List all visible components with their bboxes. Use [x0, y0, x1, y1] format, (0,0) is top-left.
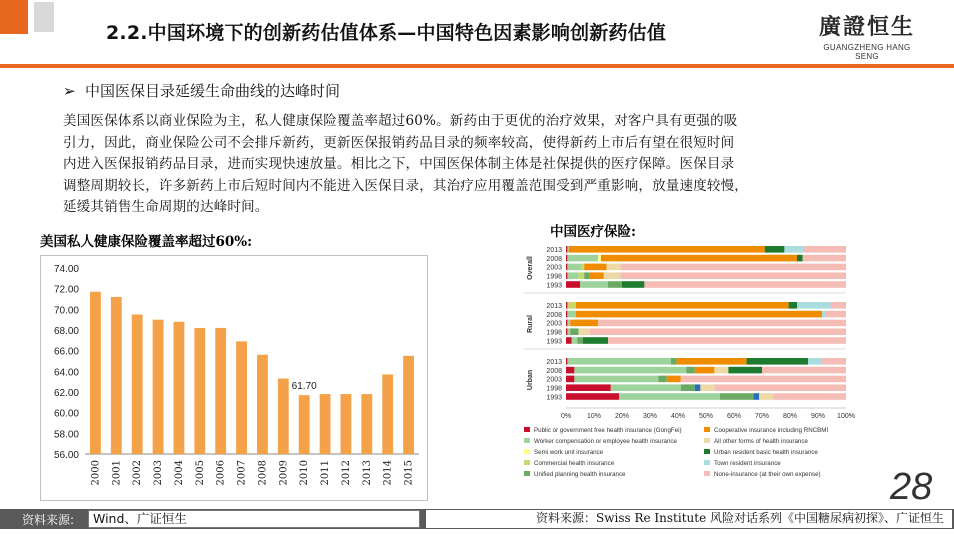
- stack-segment: [754, 393, 760, 400]
- bar-2011: [320, 394, 331, 454]
- x-tick-label: 2011: [320, 460, 332, 486]
- group-label: Rural: [527, 315, 534, 333]
- logo-en: GUANGZHENG HANG SENG: [823, 43, 911, 61]
- stack-segment: [567, 264, 581, 271]
- stack-segment: [576, 311, 822, 318]
- page-title: 2.2.中国环境下的创新药估值体系—中国特色因素影响创新药估值: [106, 22, 667, 44]
- row-year-label: 1998: [546, 329, 562, 337]
- stack-segment: [584, 272, 590, 279]
- y-tick-label: 70.00: [53, 305, 79, 317]
- x-tick-label: 40%: [670, 413, 686, 420]
- x-tick-label: 2000: [90, 460, 102, 486]
- bullet-text: 中国医保目录延缓生命曲线的达峰时间: [85, 82, 341, 100]
- x-tick-label: 2008: [257, 460, 269, 486]
- row-year-label: 2003: [546, 376, 562, 384]
- page-number: 28: [890, 466, 933, 508]
- stack-segment: [566, 264, 567, 271]
- x-tick-label: 2015: [403, 460, 415, 486]
- china-insurance-chart: [516, 240, 855, 497]
- stack-segment: [784, 246, 804, 253]
- logo-cn: 廣證恒生: [818, 14, 915, 40]
- x-tick-label: 2004: [173, 460, 185, 486]
- y-tick-label: 74.00: [53, 264, 79, 275]
- row-year-label: 2008: [546, 367, 562, 375]
- group-label: Overall: [527, 256, 534, 280]
- stack-segment: [567, 358, 671, 365]
- stack-segment: [671, 358, 677, 365]
- stack-segment: [621, 272, 846, 279]
- stack-segment: [621, 264, 846, 271]
- legend-label: Public or government free health insurance (GongFei): [534, 427, 682, 434]
- stack-segment: [566, 281, 580, 288]
- legend-label: None-insurance (at their own expense): [714, 471, 821, 478]
- stack-segment: [681, 384, 695, 391]
- legend-swatch: [704, 427, 710, 432]
- row-year-label: 1993: [546, 338, 562, 346]
- stack-segment: [566, 328, 567, 335]
- stack-segment: [695, 367, 715, 374]
- stack-segment: [576, 302, 789, 309]
- stack-segment: [700, 384, 714, 391]
- stack-segment: [822, 358, 846, 365]
- stack-segment: [601, 255, 797, 262]
- x-tick-label: 2001: [111, 460, 123, 486]
- stack-segment: [759, 393, 773, 400]
- stack-segment: [567, 311, 575, 318]
- row-year-label: 1993: [546, 394, 562, 402]
- x-tick-label: 2010: [299, 460, 311, 486]
- china-insurance-chart-svg: [516, 240, 855, 497]
- legend-label: Commercial health insurance: [534, 460, 615, 467]
- legend-swatch: [704, 438, 710, 443]
- legend-swatch: [524, 427, 530, 432]
- coverage-bar-chart-svg: [41, 256, 427, 500]
- bar-2007: [236, 341, 247, 454]
- left-chart-title: 美国私人健康保险覆盖率超过60%:: [40, 234, 253, 250]
- paragraph-line: 引力，因此，商业保险公司不会排斥新药，更新医保报销药品目录的频率较高，使得新药上市后有望在很短时间: [63, 134, 735, 151]
- y-tick-label: 60.00: [53, 408, 79, 420]
- legend-label: Semi work unit insurance: [534, 449, 604, 456]
- row-year-label: 2003: [546, 264, 562, 272]
- x-tick-label: 2007: [236, 460, 248, 486]
- stack-segment: [765, 246, 785, 253]
- stack-segment: [570, 320, 598, 327]
- stack-segment: [566, 376, 574, 383]
- paragraph-line: 内进入医保报销药品目录，进而实现快速放量。相比之下，中国医保体制主体是社保提供的医疗保障。医保目录: [63, 156, 735, 173]
- y-tick-label: 58.00: [53, 429, 79, 441]
- stack-segment: [566, 302, 567, 309]
- stack-segment: [567, 302, 575, 309]
- bar-2002: [132, 315, 143, 455]
- y-tick-label: 56.00: [53, 450, 79, 461]
- legend-label: Cooperative insurance including RNCBMI: [714, 427, 829, 434]
- stack-segment: [590, 272, 604, 279]
- title-divider: [0, 64, 954, 68]
- stack-segment: [566, 384, 611, 391]
- row-year-label: 2003: [546, 320, 562, 328]
- legend-swatch: [524, 438, 530, 443]
- x-tick-label: 2014: [382, 460, 394, 486]
- bar-2006: [215, 328, 226, 454]
- stack-segment: [714, 367, 728, 374]
- stack-segment: [611, 384, 681, 391]
- accent-block: [0, 0, 28, 34]
- legend-swatch: [524, 460, 530, 465]
- stack-segment: [604, 272, 621, 279]
- stack-segment: [566, 358, 567, 365]
- bar-2005: [194, 328, 205, 454]
- stack-segment: [681, 376, 846, 383]
- stack-segment: [566, 367, 574, 374]
- bar-2014: [382, 374, 393, 454]
- stack-segment: [808, 358, 822, 365]
- stack-segment: [598, 255, 601, 262]
- x-tick-label: 2006: [215, 460, 227, 486]
- stack-segment: [590, 328, 846, 335]
- stack-segment: [566, 255, 567, 262]
- arrow-icon: ➢: [63, 82, 76, 100]
- stack-segment: [825, 311, 846, 318]
- bar-2013: [361, 394, 372, 454]
- stack-segment: [572, 337, 578, 344]
- stack-segment: [566, 272, 567, 279]
- group-label: Urban: [527, 369, 534, 391]
- stack-segment: [580, 281, 608, 288]
- y-tick-label: 66.00: [53, 346, 79, 358]
- paragraph-line: 调整周期较长，许多新药上市后短时间内不能进入医保目录，其治疗应用覆盖范围受到严重影响，放量速度较慢，: [63, 177, 748, 194]
- accent-block-gray: [34, 2, 54, 32]
- stack-segment: [566, 246, 567, 253]
- y-tick-label: 62.00: [53, 388, 79, 399]
- paragraph-line: 美国医保体系以商业保险为主，私人健康保险覆盖率超过60%。新药由于更优的治疗效果，对客户具有更强的吸: [63, 113, 738, 129]
- x-tick-label: 0%: [560, 413, 572, 420]
- legend-swatch: [704, 471, 710, 476]
- legend-label: Urban resident basic health insurance: [714, 449, 818, 456]
- x-tick-label: 2009: [278, 460, 290, 486]
- bar-2000: [90, 292, 101, 454]
- stack-segment: [804, 246, 846, 253]
- stack-segment: [644, 281, 846, 288]
- stack-segment: [773, 393, 846, 400]
- legend-swatch: [704, 460, 710, 465]
- bar-2009: [278, 379, 289, 454]
- stack-segment: [728, 367, 762, 374]
- legend-label: All other forms of health insurance: [714, 438, 808, 445]
- stack-segment: [566, 393, 619, 400]
- stack-segment: [577, 337, 583, 344]
- data-label: 61.70: [291, 381, 317, 393]
- stack-segment: [789, 302, 797, 309]
- footer-source-right: 资料来源：Swiss Re Institute 风险对话系列《中国糖尿病初探》、广证恒生: [426, 510, 952, 528]
- stack-segment: [567, 328, 570, 335]
- stack-segment: [567, 320, 570, 327]
- stack-segment: [762, 367, 846, 374]
- footer-source-left: Wind、广证恒生: [88, 510, 420, 528]
- legend-swatch: [704, 449, 710, 454]
- stack-segment: [608, 281, 622, 288]
- row-year-label: 2008: [546, 255, 562, 263]
- coverage-bar-chart: [40, 255, 428, 501]
- bar-2003: [153, 320, 164, 454]
- stack-segment: [598, 320, 846, 327]
- x-tick-label: 90%: [810, 413, 826, 420]
- footer-source-label: 资料来源:: [22, 513, 75, 527]
- row-year-label: 2013: [546, 303, 562, 311]
- x-tick-label: 2002: [132, 460, 144, 486]
- row-year-label: 1993: [546, 282, 562, 290]
- stack-segment: [569, 246, 765, 253]
- stack-segment: [583, 337, 608, 344]
- stack-segment: [822, 311, 825, 318]
- stack-segment: [581, 264, 584, 271]
- x-tick-label: 2003: [153, 460, 165, 486]
- stack-segment: [831, 302, 846, 309]
- bar-2012: [341, 394, 352, 454]
- section-bullet: [63, 80, 340, 101]
- y-tick-label: 64.00: [53, 367, 79, 379]
- legend-label: Town resident insurance: [714, 460, 781, 467]
- x-tick-label: 10%: [586, 413, 602, 420]
- x-tick-label: 70%: [754, 413, 770, 420]
- x-tick-label: 2013: [361, 460, 373, 486]
- stack-segment: [658, 376, 666, 383]
- stack-segment: [695, 384, 701, 391]
- stack-segment: [619, 393, 720, 400]
- stack-segment: [608, 337, 846, 344]
- bar-2008: [257, 355, 268, 454]
- x-tick-label: 2012: [340, 460, 352, 486]
- x-tick-label: 100%: [837, 413, 855, 420]
- stack-segment: [622, 281, 644, 288]
- stack-segment: [686, 367, 694, 374]
- stack-segment: [566, 311, 567, 318]
- stack-segment: [803, 255, 846, 262]
- stack-segment: [566, 337, 572, 344]
- stack-segment: [567, 246, 568, 253]
- stack-segment: [574, 367, 686, 374]
- bar-2015: [403, 356, 414, 454]
- x-tick-label: 20%: [614, 413, 630, 420]
- row-year-label: 2008: [546, 311, 562, 319]
- row-year-label: 1998: [546, 273, 562, 281]
- stack-segment: [714, 384, 846, 391]
- stack-segment: [570, 328, 578, 335]
- legend-label: Unified planning health insurance: [534, 471, 626, 478]
- x-tick-label: 80%: [782, 413, 798, 420]
- row-year-label: 2013: [546, 247, 562, 255]
- y-tick-label: 72.00: [53, 284, 79, 296]
- y-tick-label: 68.00: [53, 326, 79, 337]
- stack-segment: [667, 376, 681, 383]
- legend-swatch: [524, 471, 530, 476]
- stack-segment: [574, 376, 658, 383]
- stack-segment: [797, 255, 803, 262]
- logo: [812, 10, 922, 61]
- bar-2010: [299, 395, 310, 454]
- legend-swatch: [524, 449, 530, 454]
- stack-segment: [579, 272, 585, 279]
- row-year-label: 2013: [546, 359, 562, 367]
- x-tick-label: 50%: [698, 413, 714, 420]
- stack-segment: [797, 302, 831, 309]
- stack-segment: [747, 358, 809, 365]
- stack-segment: [567, 255, 598, 262]
- legend-label: Worker compensation or employee health insurance: [534, 438, 677, 445]
- row-year-label: 1998: [546, 385, 562, 393]
- bar-2004: [174, 322, 185, 454]
- stack-segment: [584, 264, 606, 271]
- stack-segment: [566, 320, 567, 327]
- paragraph-line: 延缓其销售生命周期的达峰时间。: [63, 199, 269, 216]
- x-tick-label: 60%: [726, 413, 742, 420]
- body-paragraph: [63, 111, 943, 219]
- x-tick-label: 30%: [642, 413, 658, 420]
- stack-segment: [607, 264, 621, 271]
- stack-segment: [579, 328, 590, 335]
- stack-segment: [677, 358, 747, 365]
- x-tick-label: 2005: [194, 460, 206, 486]
- stack-segment: [720, 393, 754, 400]
- right-chart-title: 中国医疗保险:: [550, 224, 636, 240]
- bar-2001: [111, 297, 122, 454]
- stack-segment: [567, 272, 578, 279]
